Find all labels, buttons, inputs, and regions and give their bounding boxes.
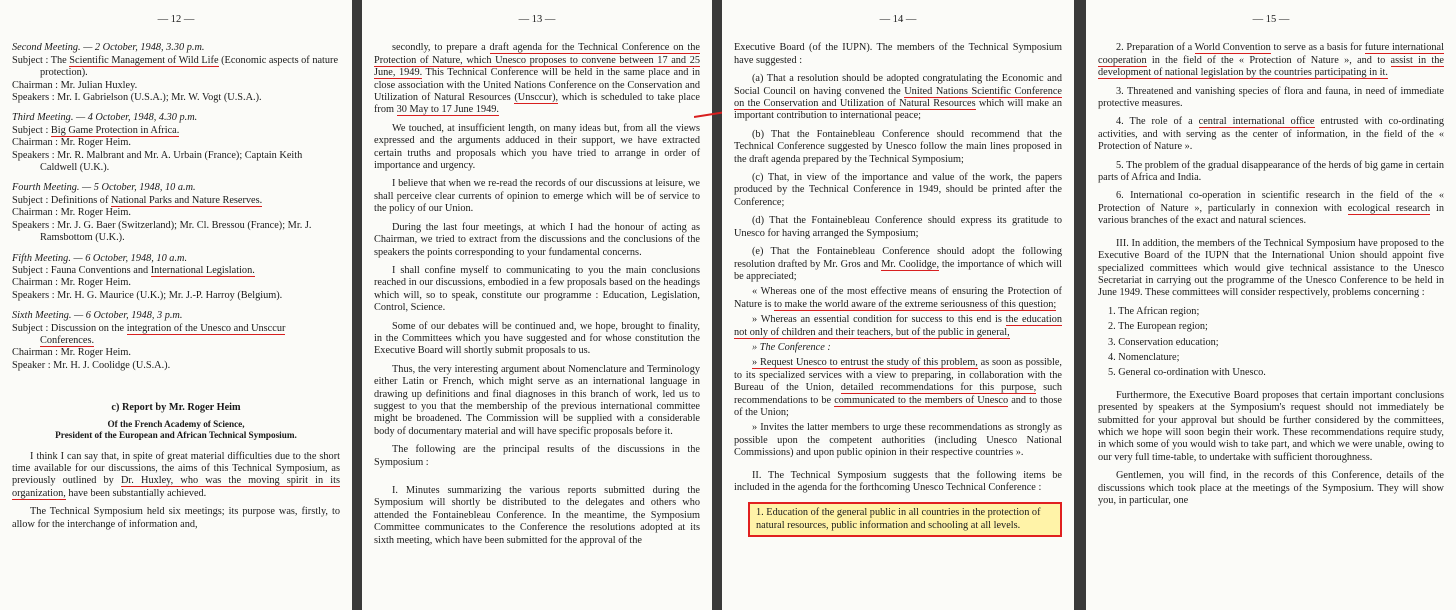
paragraph: 3. Threatened and vanishing species of flora and fauna, in need of immediate protective measures. [1098, 85, 1444, 110]
meeting-chairman: Chairman : Mr. Roger Heim. [12, 207, 131, 219]
paragraph: III. In addition, the members of the Technical Symposium have proposed to the Executive Board of the IUPN that the International Union should appoint five specialized committees which would give technical assistance to the Unesco Secretariat in carrying out the programme of the Unesco Conference to be held in June 1949. These committees will consider respectively, problems concerning : [1098, 237, 1444, 299]
meeting-subject: Subject : Definitions of National Parks and Nature Reserves. [12, 194, 263, 206]
report-subtitle: Of the French Academy of Science, [107, 418, 245, 429]
report-title: c) Report by Mr. Roger Heim [111, 402, 241, 414]
paragraph: I think I can say that, in spite of great material difficulties due to the short time available for our discussions, the aims of this Technical Symposium, as previously outlined by Dr. Huxley, who was the moving spirit in its organization, have been substantially achieved. [12, 450, 340, 499]
paragraph: « Whereas one of the most effective means of ensuring the Protection of Nature is to make the world aware of the extreme seriousness of this question; [734, 286, 1062, 310]
meeting-subject: Subject : Big Game Protection in Africa. [12, 124, 180, 136]
page-13 [362, 0, 712, 610]
paragraph: 2. Preparation of a World Convention to serve as a basis for future international cooperation in the field of the « Protection of Nature », and to assist in the development of national legislation by the countries participating in it. [1098, 42, 1444, 79]
paragraph: Gentlemen, you will find, in the records of this Conference, details of the discussions which took place at the meetings of the Symposium. They will show you, in particular, one [1098, 470, 1444, 506]
meeting-heading: Third Meeting. — 4 October, 1948, 4.30 p.m. [12, 112, 198, 124]
paragraph: (b) That the Fontainebleau Conference should recommend that the Technical Conference suggested by Unesco follow the main lines proposed in the draft agenda prepared by the Technical Symposium; [734, 128, 1062, 165]
page-number: — 13 — [518, 14, 556, 25]
paragraph: The Technical Symposium held six meetings; its purpose was, firstly, to allow for the interchange of information and, [12, 506, 340, 530]
paragraph: 4. The role of a central international office entrusted with co-ordinating activities, and with serving as the center of information, in the field of the « Protection of Nature ». [1098, 116, 1445, 153]
paragraph: 6. International co-operation in scientific research in the field of the « Protection of Nature », particularly in connexion with ecological research in various branches of the exact and natural sciences. [1098, 190, 1444, 227]
paragraph: » Invites the latter members to urge these recommendations as strongly as possible upon the competent authorities (including Unesco National Commissions) and upon public opinion in their respective countries ». [734, 422, 1062, 459]
meeting-chairman: Chairman : Mr. Roger Heim. [12, 347, 131, 359]
meeting-speakers: Speakers : Mr. H. G. Maurice (U.K.); Mr. J.-P. Harroy (Belgium). [12, 289, 283, 301]
meeting-subject: Subject : Discussion on the integration of the Unesco and Unsccur Conferences. [12, 322, 286, 346]
paragraph: I. Minutes summarizing the various reports submitted during the Symposium will shortly be distributed to the delegates and others who attended the Fontainebleau Conference. In the meantime, the Symposium Committee communicates to the Conference the resolutions adopted at its sixth meeting, which have been submitted for the approval of the [374, 485, 700, 546]
paragraph: » Request Unesco to entrust the study of this problem, as soon as possible, to its specialized services with a view to preparing, in collaboration with the Bureau of the Union, detailed recommendations for this purpose, such recommendations to be communicated to the members of Unesco and to those of the Union; [734, 357, 1063, 418]
list-item: 2. The European region; [1108, 321, 1208, 333]
paragraph: 5. The problem of the gradual disappearance of the herds of big game in certain parts of Africa and India. [1098, 159, 1444, 184]
meeting-subject: Subject : Fauna Conventions and International Legislation. [12, 264, 255, 276]
meeting-speakers: Speakers : Mr. J. G. Baer (Switzerland); Mr. Cl. Bressou (France); Mr. J. Ramsbottom (U.K.). [12, 219, 312, 244]
paragraph: (d) That the Fontainebleau Conference should express its gratitude to Unesco for having arranged the Symposium; [734, 215, 1062, 239]
meeting-heading: Second Meeting. — 2 October, 1948, 3.30 p.m. [12, 42, 205, 54]
paragraph: » Whereas an essential condition for success to this end is the education not only of children and their teachers, but of the public in general, [734, 314, 1062, 338]
paragraph: Executive Board (of the IUPN). The members of the Technical Symposium have suggested : [734, 42, 1062, 66]
paragraph: During the last four meetings, at which I had the honour of acting as Chairman, we tried to extract from the discussions and the conclusions of the speakers the points corresponding to your fundamental concerns. [374, 221, 700, 258]
paragraph: (e) That the Fontainebleau Conference should adopt the following resolution drafted by Mr. Gros and Mr. Coolidge, the importance of which will be appreciated; [734, 246, 1062, 282]
paragraph: (c) That, in view of the importance and value of the work, the papers produced by the Technical Conference in 1949, should be printed after the Conference; [734, 172, 1062, 208]
list-item: 5. General co-ordination with Unesco. [1108, 367, 1266, 379]
page-number: — 15 — [1252, 14, 1290, 25]
paragraph: secondly, to prepare a draft agenda for the Technical Conference on the Protection of Nature, which Unesco proposes to convene between 17 and 25 June, 1949. This Technical Conference will be held in the same place and in close association with the United Nations Conference on the Conservation and Utilization of Natural Resources (Unsccur), which is scheduled to take place from 30 May to 17 June 1949. [374, 42, 701, 116]
meeting-heading: Fifth Meeting. — 6 October, 1948, 10 a.m. [12, 252, 188, 264]
meeting-speakers: Speaker : Mr. H. J. Coolidge (U.S.A.). [12, 359, 171, 371]
meeting-chairman: Chairman : Mr. Roger Heim. [12, 277, 131, 289]
paragraph: » The Conference : [752, 341, 831, 353]
list-item: 3. Conservation education; [1108, 336, 1219, 348]
paragraph: II. The Technical Symposium suggests that the following items be included in the agenda for the forthcoming Unesco Technical Conference : [734, 469, 1062, 493]
page-15 [1086, 0, 1456, 610]
page-14 [722, 0, 1074, 610]
list-item: 1. The African region; [1108, 305, 1200, 317]
meeting-heading: Sixth Meeting. — 6 October, 1948, 3 p.m. [12, 310, 183, 322]
paragraph: Furthermore, the Executive Board proposes that certain important conclusions presented by speakers at the Symposium's request should not immediately be submitted for your approval but should be further considered by the committees, which we hope will soon begin their work. These recommendations require study, in which some of you would wish to take part, and which we were unable, owing to our very full time-table, to undertake with sufficient thoroughness. [1098, 389, 1444, 463]
page-number: — 14 — [879, 14, 917, 25]
paragraph: (a) That a resolution should be adopted congratulating the Economic and Social Council on having convened the United Nations Scientific Conference on the Conservation and Utilization of Natural Resources which will make an important contribution to international peace; [734, 73, 1063, 122]
paragraph: I shall confine myself to communicating to you the main conclusions reached in our discussions, embodied in a few proposals based on the headings which will, so to speak, constitute our programme : Education, Legislation, Control, Science. [374, 264, 700, 314]
meeting-subject: Subject : The Scientific Management of Wild Life (Economic aspects of nature protection). [12, 54, 339, 79]
paragraph: Some of our debates will be continued and, we hope, brought to finality, in the Committees which you have suggested and for whose constitution the Executive Board will shortly submit proposals to us. [374, 320, 700, 357]
paragraph: We touched, at insufficient length, on many ideas but, from all the views expressed and the arguments adduced in their support, we have extracted certain truths and proposals which you have tried to arrange in order of importance and urgency. [374, 122, 700, 172]
meeting-chairman: Chairman : Mr. Roger Heim. [12, 137, 131, 149]
report-subtitle: President of the European and African Technical Symposium. [55, 429, 297, 440]
paragraph: I believe that when we re-read the records of our discussions at leisure, we shall perceive clear currents of opinion to emerge which will be of service to the policy of our Union. [374, 178, 700, 215]
paragraph: The following are the principal results of the discussions in the Symposium : [374, 444, 700, 468]
paragraph: Thus, the very interesting argument about Nomenclature and Terminology either Latin or French, which might serve as an international language in drawing up definitions and final diagnoses in this branch of work, led us to suggest to you that the membership of the previous international committee might be broadened. The Commission will be supplied with a considerable body of documentary material and will have specific proposals before it. [374, 363, 700, 437]
highlighted-item: 1. Education of the general public in all countries in the protection of natural resources, public information and schooling at all levels. [748, 502, 1062, 537]
list-item: 4. Nomenclature; [1108, 351, 1180, 363]
meeting-speakers: Speakers : Mr. R. Malbrant and Mr. A. Urbain (France); Captain Keith Caldwell (U.K.). [12, 149, 303, 174]
meeting-heading: Fourth Meeting. — 5 October, 1948, 10 a.m. [12, 182, 196, 194]
committee-list [1108, 306, 1444, 380]
meeting-chairman: Chairman : Mr. Julian Huxley. [12, 79, 138, 91]
meeting-speakers: Speakers : Mr. I. Gabrielson (U.S.A.); Mr. W. Vogt (U.S.A.). [12, 92, 262, 104]
page-12 [0, 0, 352, 610]
page-number: — 12 — [157, 14, 195, 25]
